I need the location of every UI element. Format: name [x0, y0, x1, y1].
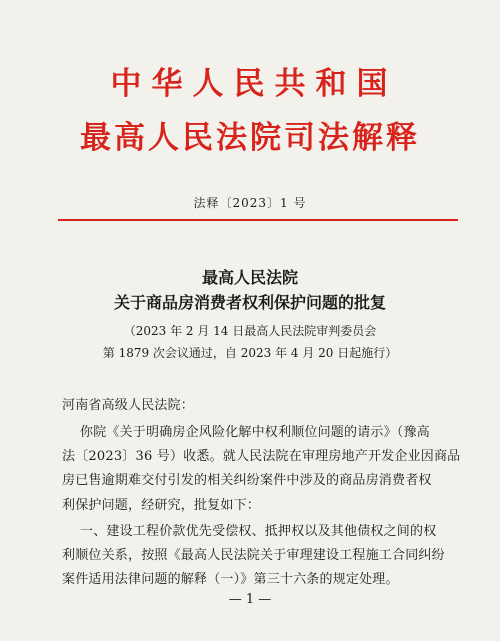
body-line-6: 利顺位关系，按照《最高人民法院关于审理建设工程施工合同纠纷: [62, 548, 445, 563]
red-divider: [58, 219, 458, 221]
body-line-2: 法〔2023〕36 号）收悉。就人民法院在审理房地产开发企业因商品: [62, 449, 461, 464]
adoption-note-line2: 第 1879 次会议通过，自 2023 年 4 月 20 日起施行）: [102, 346, 398, 360]
adoption-note-line1: （2023 年 2 月 14 日最高人民法院审判委员会: [123, 324, 377, 338]
body-line-1: 你院《关于明确房企风险化解中权利顺位问题的请示》（豫高: [80, 425, 430, 440]
title-subject: 关于商品房消费者权利保护问题的批复: [113, 293, 386, 312]
salutation: 河南省高级人民法院：: [62, 398, 195, 413]
body-line-7: 案件适用法律问题的解释（一）》第三十六条的规定处理。: [62, 572, 399, 587]
title-court: 最高人民法院: [201, 268, 298, 287]
document-number: 法释〔2023〕1 号: [193, 196, 307, 210]
body-line-4: 利保护问题，经研究，批复如下：: [62, 498, 261, 513]
body-line-5: 一、建设工程价款优先受偿权、抵押权以及其他债权之间的权: [80, 524, 437, 539]
page-number: — 1 —: [228, 592, 272, 607]
body-line-3: 房已售逾期难交付引发的相关纠纷案件中涉及的商品房消费者权: [62, 473, 432, 488]
header-issuer: 最高人民法院司法解释: [80, 120, 420, 156]
header-country: 中华人民共和国: [110, 66, 398, 102]
